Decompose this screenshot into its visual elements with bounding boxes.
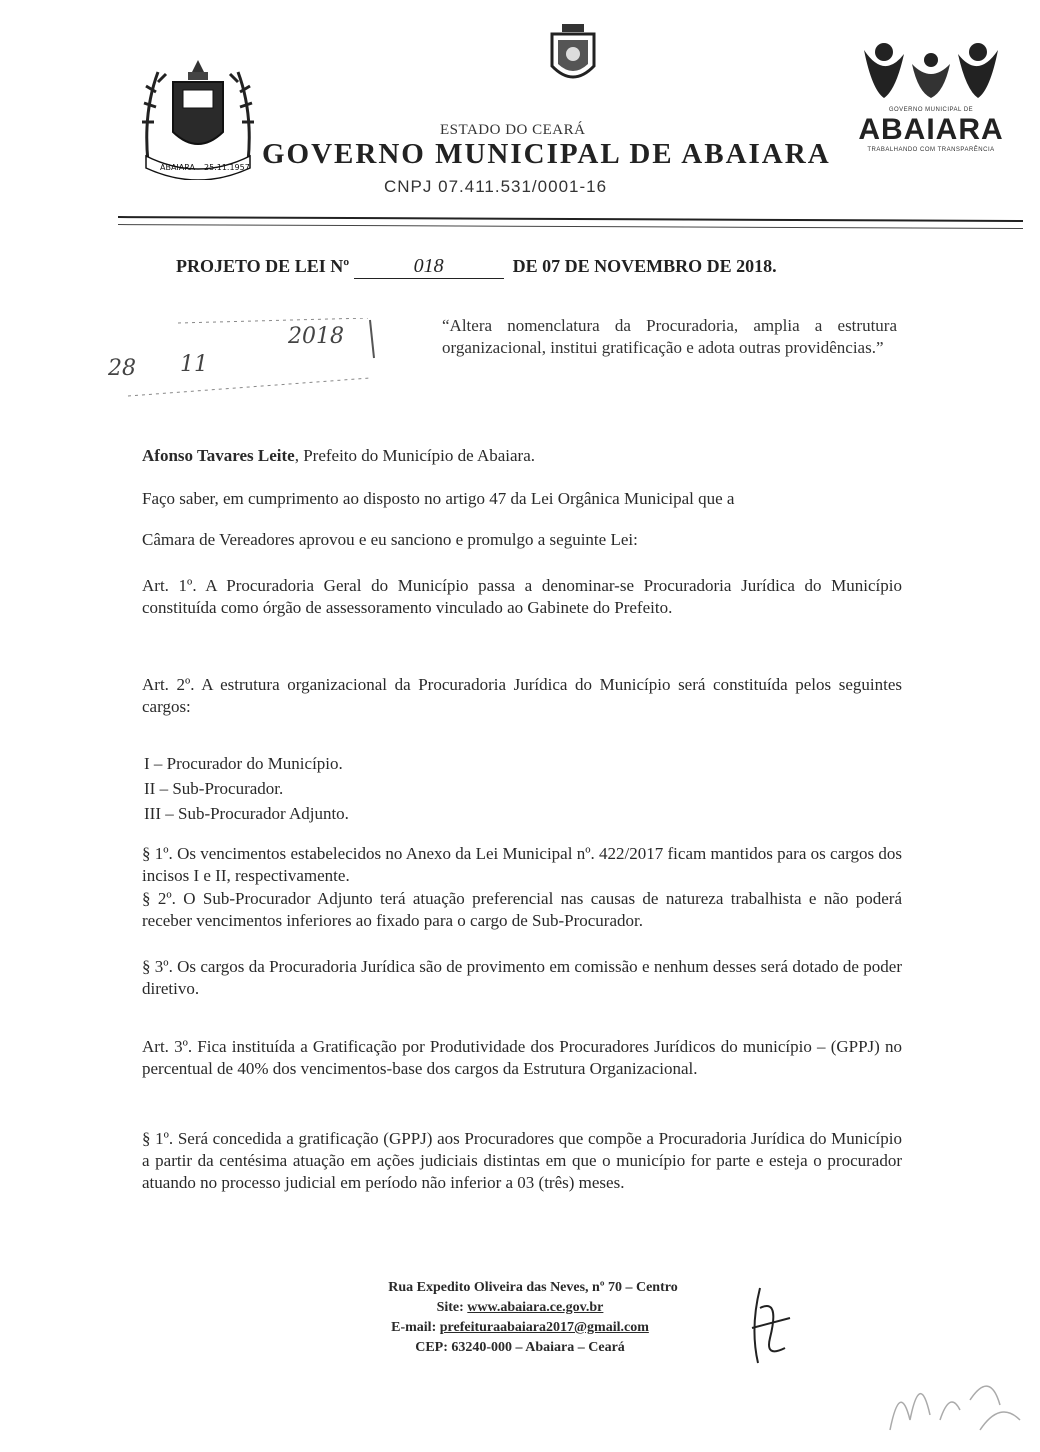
cnpj: CNPJ 07.411.531/0001-16: [384, 177, 608, 196]
article-3: Art. 3º. Fica instituída a Gratificação por Produtividade dos Procuradores Jurídicos do município – (GPPJ) no percentual de 40% dos vencimentos-base dos cargos da Estrutura Organizacional.: [142, 1037, 902, 1078]
header-divider-thin: [118, 224, 1023, 229]
article-2: Art. 2º. A estrutura organizacional da Procuradoria Jurídica do Município será constituída pelos seguintes cargos:: [142, 675, 902, 716]
abaiara-people-icon: [856, 40, 1006, 102]
article-3-paragraph-1: § 1º. Será concedida a gratificação (GPPJ) aos Procuradores que compõe a Procuradoria Jurídica do Município a partir da centésima atuação em ações judiciais distintas em que o município for parte e esteja o procurador atuando no processo judicial em período não inferior a 03 (três) meses.: [142, 1129, 902, 1192]
footer-site-label: Site:: [436, 1300, 468, 1315]
margin-handwriting-icon: [880, 1360, 1030, 1440]
footer-email-line: [0, 1318, 1040, 1338]
footer-email-label: E-mail:: [391, 1320, 440, 1335]
protocol-stamp: [108, 318, 378, 398]
mayor-name: Afonso Tavares Leite: [142, 446, 295, 465]
inciso-1: I – Procurador do Município.: [144, 754, 343, 773]
signature-icon: [740, 1278, 800, 1368]
state-seal-icon: [544, 22, 602, 88]
stamp-month: 11: [180, 352, 208, 377]
footer-address: Rua Expedito Oliveira das Neves, nº 70 – Centro: [388, 1280, 678, 1295]
header-divider: [118, 216, 1023, 222]
bill-title-date: DE 07 DE NOVEMBRO DE 2018.: [512, 256, 777, 276]
state-name: ESTADO DO CEARÁ: [440, 122, 586, 138]
bill-title: [176, 255, 777, 279]
mayor-line: [142, 445, 902, 467]
bill-title-prefix: PROJETO DE LEI Nº: [176, 256, 350, 276]
bill-number: 018: [354, 255, 504, 279]
inciso-3: III – Sub-Procurador Adjunto.: [144, 804, 349, 823]
logo-tagline: TRABALHANDO COM TRANSPARÊNCIA: [867, 147, 995, 153]
footer-cep: CEP: 63240-000 – Abaiara – Ceará: [415, 1340, 625, 1355]
article-2-paragraph-1: § 1º. Os vencimentos estabelecidos no Anexo da Lei Municipal nº. 422/2017 ficam mantidos para os cargos dos incisos I e II, respectivamente.: [142, 844, 902, 885]
stamp-year: 2018: [288, 324, 344, 349]
logo-subtitle: GOVERNO MUNICIPAL DE: [888, 107, 974, 113]
coat-of-arms-icon: [138, 52, 258, 180]
footer-site-line: [0, 1298, 1040, 1318]
footer-email-link[interactable]: prefeituraabaiara2017@gmail.com: [439, 1320, 649, 1335]
mayor-role: , Prefeito do Município de Abaiara.: [294, 446, 536, 465]
footer-site-link[interactable]: www.abaiara.ce.gov.br: [467, 1300, 604, 1315]
stamp-day: 28: [108, 356, 136, 381]
government-name: GOVERNO MUNICIPAL DE ABAIARA: [262, 138, 831, 170]
logo-name: ABAIARA: [858, 113, 1004, 146]
coat-text-right: 25.11.1957: [204, 163, 250, 172]
article-2-paragraph-3: § 3º. Os cargos da Procuradoria Jurídica são de provimento em comissão e nenhum desses será dotado de poder diretivo.: [142, 957, 902, 998]
abaiara-logo: [856, 40, 1006, 160]
bill-summary: “Altera nomenclatura da Procuradoria, amplia a estrutura organizacional, institui gratificação e adota outras providências.”: [442, 316, 897, 357]
article-2-paragraph-2: § 2º. O Sub-Procurador Adjunto terá atuação preferencial nas causas de natureza trabalhista e não poderá receber vencimentos inferiores ao fixado para o cargo de Sub-Procurador.: [142, 889, 902, 930]
enactment-line-2: Câmara de Vereadores aprovou e eu sanciono e promulgo a seguinte Lei:: [142, 530, 638, 549]
enactment-line-1: Faço saber, em cumprimento ao disposto no artigo 47 da Lei Orgânica Municipal que a: [142, 489, 735, 508]
article-1: Art. 1º. A Procuradoria Geral do Município passa a denominar-se Procuradoria Jurídica do Município constituída como órgão de assessoramento vinculado ao Gabinete do Prefeito.: [142, 576, 902, 617]
inciso-2: II – Sub-Procurador.: [144, 779, 284, 798]
coat-text-left: ABAIARA: [160, 163, 195, 172]
footer-contact: [0, 1278, 1040, 1358]
